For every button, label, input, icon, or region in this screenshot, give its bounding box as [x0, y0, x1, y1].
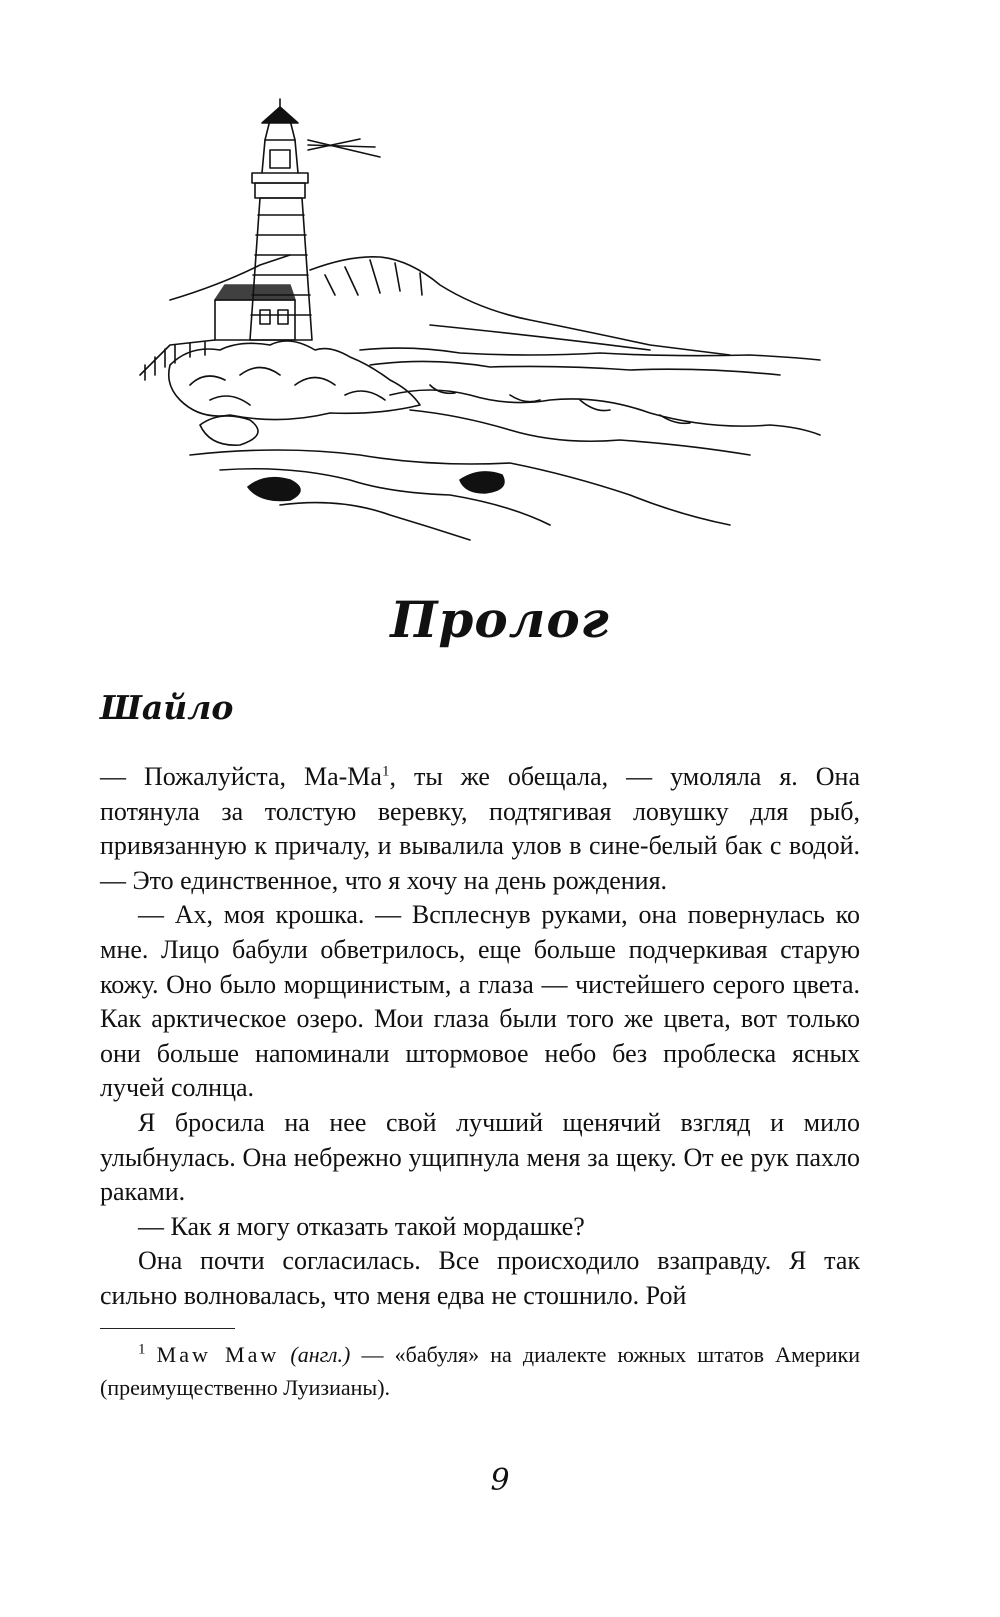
- paragraph: Она почти согласилась. Все происходило взаправду. Я так сильно волновалась, что меня едва не стошнило. Рой: [100, 1246, 860, 1310]
- footnote-number: 1: [138, 1341, 146, 1358]
- paragraph: — Ах, моя крошка. — Всплеснув руками, она повернулась ко мне. Лицо бабули обветрилось, еще больше подчеркивая старую кожу. Оно было морщинистым, а глаза — чистейшего серого цвета. Как арктическое озеро. Мои глаза были того же цвета, вот только они больше напоминали штормовое небо без проблеска ясных лучей солнца.: [100, 900, 860, 1103]
- paragraph-text: , ты же обещала, — умоляла я. Она потянула за толстую веревку, подтягивая ловушку для рыб, привязанную к причалу, и вывалила улов в сине-белый бак с водой. — Это единственное, что я хочу на день рождения.: [100, 762, 860, 895]
- footnote-reference[interactable]: 1: [381, 763, 390, 780]
- pov-character-name: Шайло: [100, 688, 234, 727]
- footnote-language: (англ.): [290, 1342, 351, 1367]
- footnote-text: — «бабуля» на диалекте южных штатов Америки (преимущественно Луизианы).: [100, 1342, 860, 1400]
- paragraph-text: — Пожалуйста, Ма-Ма: [100, 762, 382, 791]
- footnote-term: Maw Maw: [156, 1342, 280, 1367]
- paragraph: Я бросила на нее свой лучший щенячий взгляд и мило улыбнулась. Она небрежно ущипнула меня за щеку. От ее рук пахло раками.: [100, 1107, 860, 1207]
- body-text: [100, 760, 860, 1314]
- page-number: 9: [490, 1463, 510, 1498]
- footnote: [100, 1338, 860, 1404]
- paragraph: [100, 760, 860, 898]
- footnote-divider: [100, 1328, 235, 1329]
- chapter-title: Пролог: [390, 590, 610, 649]
- paragraph: — Как я могу отказать такой мордашке?: [138, 1211, 585, 1241]
- lighthouse-illustration: [130, 95, 830, 545]
